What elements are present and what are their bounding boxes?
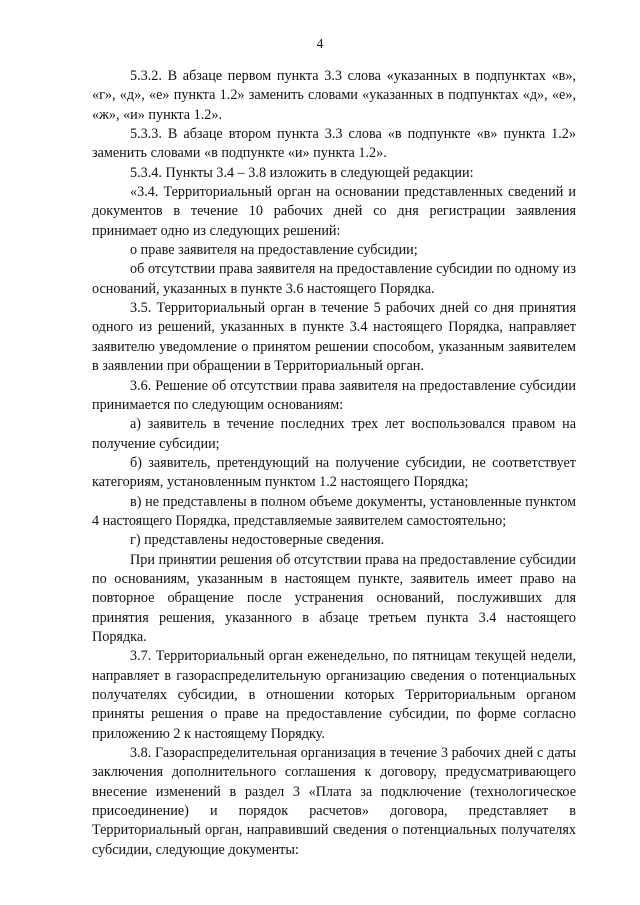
document-body [92, 67, 576, 860]
paragraph-3-4-option-1: о праве заявителя на предоставление субсидии; [130, 242, 418, 259]
paragraph-3-4: «3.4. Территориальный орган на основании представленных сведений и документов в течение 10 рабочих дней со дня регистрации заявления принимает одно из следующих решений: [92, 184, 576, 239]
paragraph-5-3-3: 5.3.3. В абзаце втором пункта 3.3 слова «в подпункте «в» пункта 1.2» заменить словами «в подпункте «и» пункта 1.2». [92, 126, 576, 162]
paragraph-3-6: 3.6. Решение об отсутствии права заявителя на предоставление субсидии принимается по следующим основаниям: [92, 377, 576, 413]
paragraph-3-6-v: в) не представлены в полном объеме документы, установленные пунктом 4 настоящего Порядка, представляемые заявителем самостоятельно; [92, 493, 576, 529]
paragraph-3-8: 3.8. Газораспределительная организация в течение 3 рабочих дней с даты заключения дополнительного соглашения к договору, предусматривающего внесение изменений в раздел 3 «Плата за подключение (технологическое присоединение) и порядок расчетов» договора, представляет в Территориальный орган, направивший сведения о потенциальных получателях субсидии, следующие документы: [92, 745, 576, 858]
paragraph-5-3-2: 5.3.2. В абзаце первом пункта 3.3 слова «указанных в подпунктах «в», «г», «д», «е» пункта 1.2» заменить словами «указанных в подпунктах «д», «е», «ж», «и» пункта 1.2». [92, 68, 576, 123]
paragraph-3-7: 3.7. Территориальный орган еженедельно, по пятницам текущей недели, направляет в газораспределительную организацию сведения о потенциальных получателях субсидии, в отношении которых Территориальным органом приняты решения о праве на предоставление субсидии, по форме согласно приложению 2 к настоящему Порядку. [92, 648, 576, 742]
page-number: 4 [316, 36, 324, 51]
paragraph-3-4-option-2: об отсутствии права заявителя на предоставление субсидии по одному из оснований, указанных в пункте 3.6 настоящего Порядка. [92, 261, 576, 297]
paragraph-3-6-g: г) представлены недостоверные сведения. [130, 532, 385, 549]
paragraph-3-5: 3.5. Территориальный орган в течение 5 рабочих дней со дня принятия одного из решений, указанных в пункте 3.4 настоящего Порядка, направляет заявителю уведомление о принятом решении способом, указанным заявителем в заявлении при обращении в Территориальный орган. [92, 300, 576, 375]
paragraph-3-6-a: а) заявитель в течение последних трех лет воспользовался правом на получение субсидии; [92, 416, 576, 452]
paragraph-5-3-4: 5.3.4. Пункты 3.4 – 3.8 изложить в следующей редакции: [130, 164, 474, 181]
paragraph-3-6-b: б) заявитель, претендующий на получение субсидии, не соответствует категориям, установленным пунктом 1.2 настоящего Порядка; [92, 454, 576, 491]
paragraph-3-6-note: При принятии решения об отсутствии права на предоставление субсидии по основаниям, указанным в настоящем пункте, заявитель имеет право на повторное обращение после устранения оснований, послуживших для принятия решения, указанного в абзаце третьем пункта 3.4 настоящего Порядка. [92, 551, 576, 645]
